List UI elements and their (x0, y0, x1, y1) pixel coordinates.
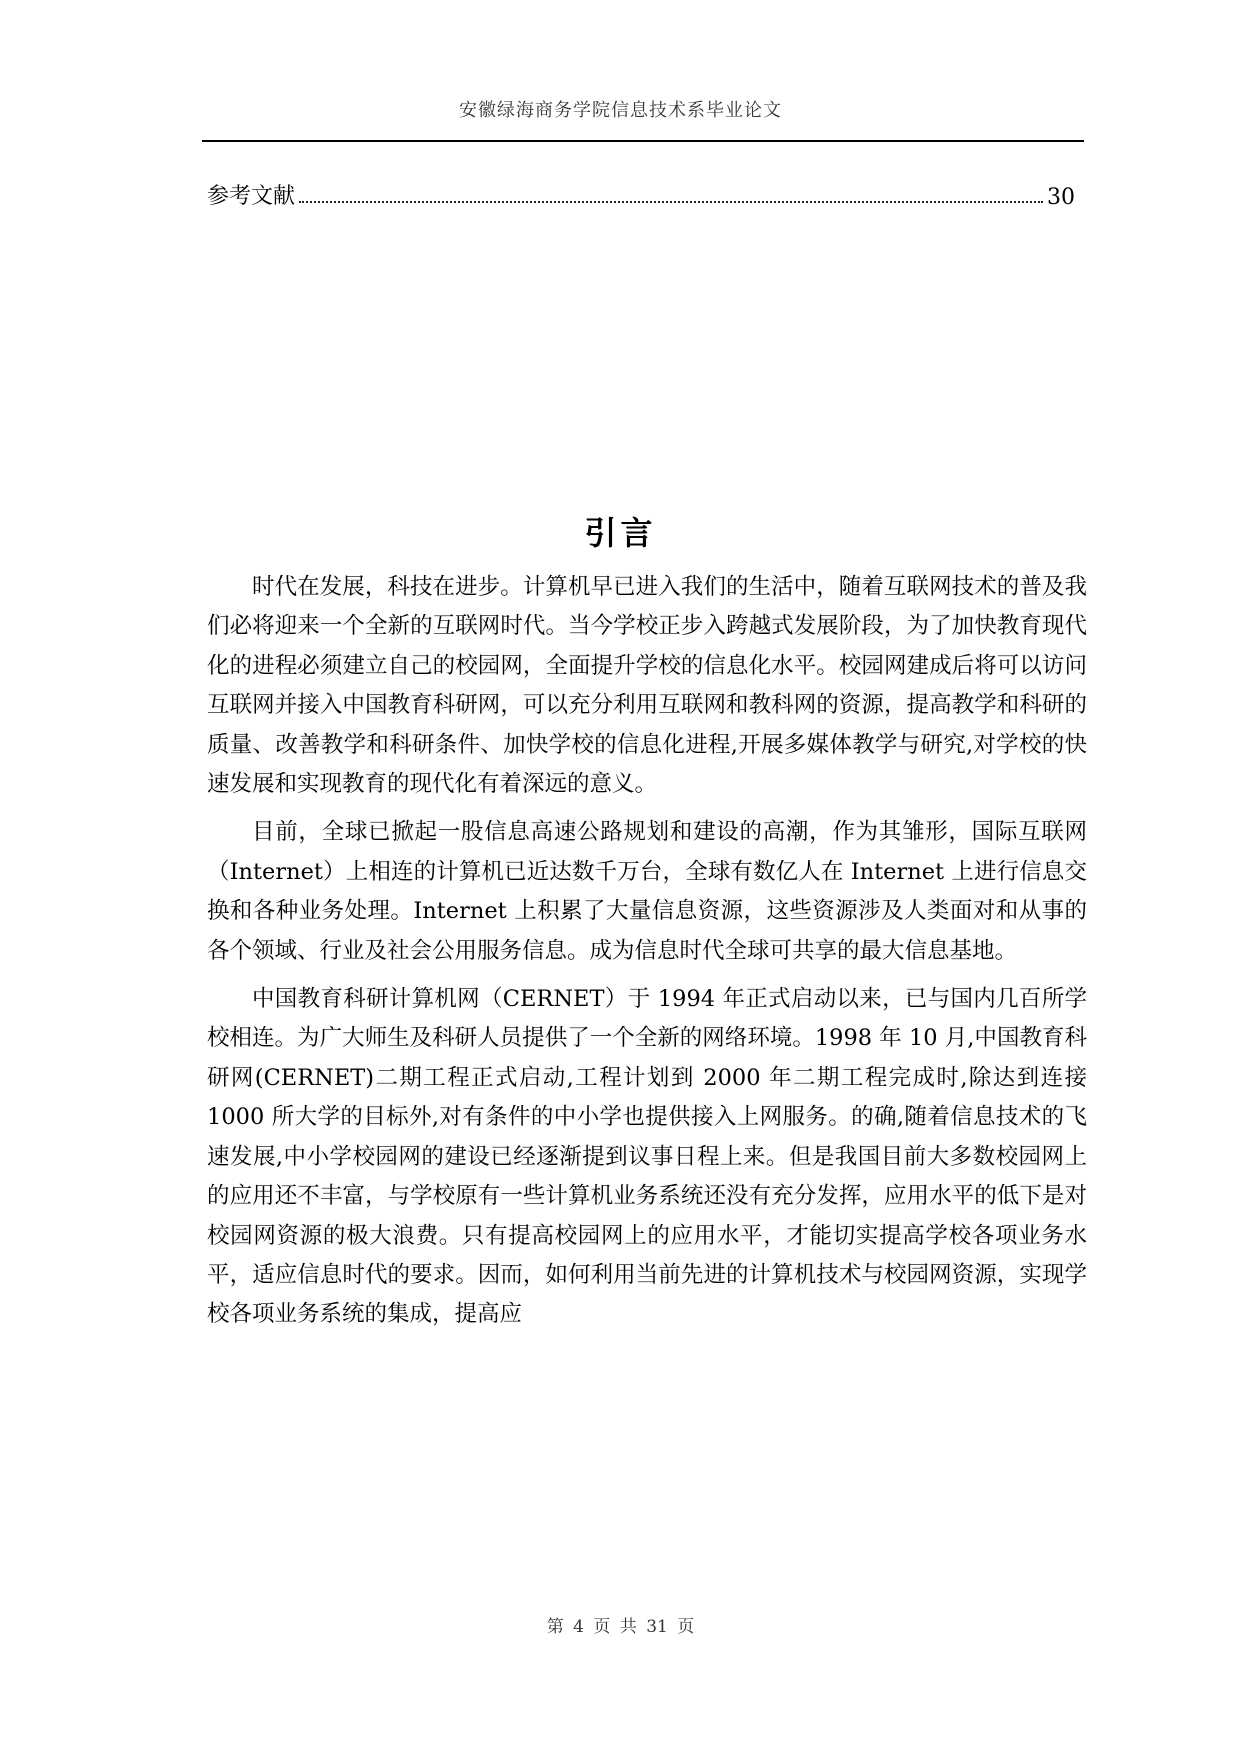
toc-entry-page: 30 (1047, 185, 1075, 210)
toc-dot-leader (299, 201, 1043, 203)
section-title: 引言 (584, 514, 657, 552)
paragraph: 目前，全球已掀起一股信息高速公路规划和建设的高潮，作为其雏形，国际互联网（Internet）上相连的计算机已近达数千万台，全球有数亿人在 Internet 上进行信息交换和各种业务处理。Internet 上积累了大量信息资源，这些资源涉及人类面对和从事的各个领域、行业及社会公用服务信息。成为信息时代全球可共享的最大信息基地。 (207, 819, 1087, 964)
paragraph: 时代在发展，科技在进步。计算机早已进入我们的生活中，随着互联网技术的普及我们必将迎来一个全新的互联网时代。当今学校正步入跨越式发展阶段，为了加快教育现代化的进程必须建立自己的校园网，全面提升学校的信息化水平。校园网建成后将可以访问互联网并接入中国教育科研网，可以充分利用互联网和教科网的资源，提高教学和科研的质量、改善教学和科研条件、加快学校的信息化进程,开展多媒体教学与研究,对学校的快速发展和实现教育的现代化有着深远的意义。 (207, 574, 1087, 798)
toc-entry-label: 参考文献 (207, 184, 296, 209)
running-header: 安徽绿海商务学院信息技术系毕业论文 (459, 100, 782, 121)
toc-entry-references[interactable] (207, 176, 1075, 210)
body-text (207, 568, 1087, 1335)
header-rule (202, 140, 1084, 142)
page-footer: 第 4 页 共 31 页 (546, 1617, 695, 1637)
paragraph: 中国教育科研计算机网（CERNET）于 1994 年正式启动以来，已与国内几百所学校相连。为广大师生及科研人员提供了一个全新的网络环境。1998 年 10 月,中国教育科研网(CERNET)二期工程正式启动,工程计划到 2000 年二期工程完成时,除达到连接 1000 所大学的目标外,对有条件的中小学也提供接入上网服务。的确,随着信息技术的飞速发展,中小学校园网的建设已经逐渐提到议事日程上来。但是我国目前大多数校园网上的应用还不丰富，与学校原有一些计算机业务系统还没有充分发挥，应用水平的低下是对校园网资源的极大浪费。只有提高校园网上的应用水平，才能切实提高学校各项业务水平，适应信息时代的要求。因而，如何利用当前先进的计算机技术与校园网资源，实现学校各项业务系统的集成，提高应 (207, 986, 1087, 1328)
